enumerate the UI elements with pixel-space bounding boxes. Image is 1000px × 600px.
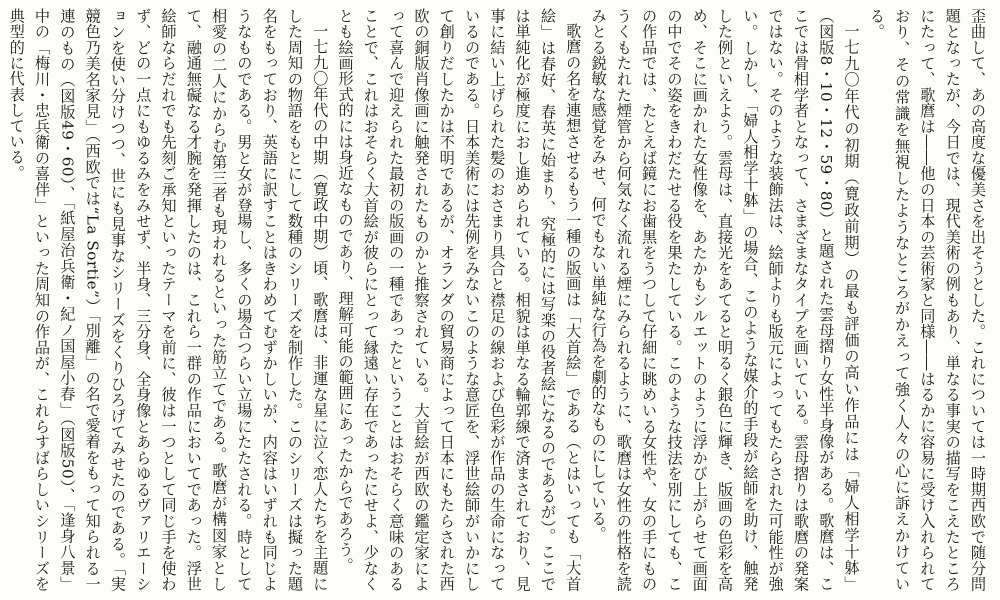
- vertical-text-body: [7, 8, 990, 592]
- paragraph-2: 一七九〇年代の初期（寛政前期）の最も評価の高い作品には「婦人相学十躰」（図版8・10・12・59・80）と題された雲母摺り女性半身像がある。歌麿は、ここでは骨相学者となって、さまざまなタイプを画いている。雲母摺りは歌麿の発案ではない。そのような装飾法は、絵師よりも版元によってもたらされた可能性が強い。しかし、「婦人相学十躰」の場合、このような媒介的手段が絵師を助け、触発した例といえよう。雲母は、直接光をあてると明るく銀色に輝き、版画の色彩を高め、そこに画かれた女性像を、あたかもシルエットのように浮かび上がらせて画面の中でその姿をきわだたせる役を果たしている。このような技法を別にしても、この作品では、たとえば鏡にお歯黒をうつして仔細に眺めいる女性や、女の手にものうくもたれた煙管から何気なく流れる煙にみられるように、歌麿は女性の性格を読みとる鋭敏な感覚をみせ、何でもない単純な行為を劇的なものにしている。: [589, 8, 861, 592]
- paragraph-5: [0, 8, 3, 592]
- paragraph-4: 一七九〇年代の中期（寛政中期）頃、歌麿は、非運な星に泣く恋人たちを主題にした周知の物語をもとにして数種のシリーズを制作した。このシリーズは擬った題名をもっており、英語に訳すことはきわめてむずかしいが、内容はいずれも同じようなものである。男と女が登場し、多くの場合つらい立場にたたされる。時として相愛の二人にからむ第三者も現われるといった筋立てである。歌麿が構図家として、融通無礙なる才腕を発揮したのは、これら一群の作品においてであった。浮世絵師ならだれでも先刻ご承知といったテーマを前に、彼は一つとして同じ手を使わず、どの一点にもゆるみをみせず、半身、三分身、全身像とあらゆるヴァリエーションを使い分けつつ、世にも見事なシリーズをくりひろげてみせたのである。「実競色乃美名家見」（西欧では“La Sortie”）「別離」の名で愛着をもって知られる一連のもの（図版49・60）、「紙屋治兵衛・紀ノ国屋小春」（図版50）、「逢身八景」中の「梅川・忠兵衛の喜伴」といった周知の作品が、これらすばらしいシリーズを典型的に代表している。: [7, 8, 330, 592]
- paragraph-3: 歌麿の名を連想させるもう一種の版画は「大首絵」である（とはいっても「大首絵」は春好、春英に始まり、究極的には写楽の役者絵になるのであるが）。ここでは単純化が極度におし進められている。相貌は単なる輪郭線で済まされており、見事に結い上げられた髪のおさまり具合と襟足の線および色彩が作品の生命になっているのである。日本美術には先例をみないこのような意匠を、浮世絵師がいかにして創りだしたかは不明であるが、オランダの貿易商によって日本にもたらされた西欧の銅版肖像画に触発されたものかと推察されている。大首絵が西欧の鑑定家によって喜んで迎えられた最初の版画の一種であったということはおそらく意味のあることで、これはおそらく大首絵が彼らにとって縁遠い存在であったにせよ、少なくとも絵画形式的には身近なものであり、理解可能の範囲にあったからであろう。: [336, 8, 583, 592]
- paragraph-1: 歪曲して、あの高度な優美さを出そうとした。これについては一時期西欧で随分問題となったが、今日では、現代美術の例もあり、単なる事実の描写をこえたところにたって、歌麿は――他の日本の芸術家と同様――はるかに容易に受け入れられており、その常識を無視したようなところがかえって強く人々の心に訴えかけている。: [867, 8, 987, 592]
